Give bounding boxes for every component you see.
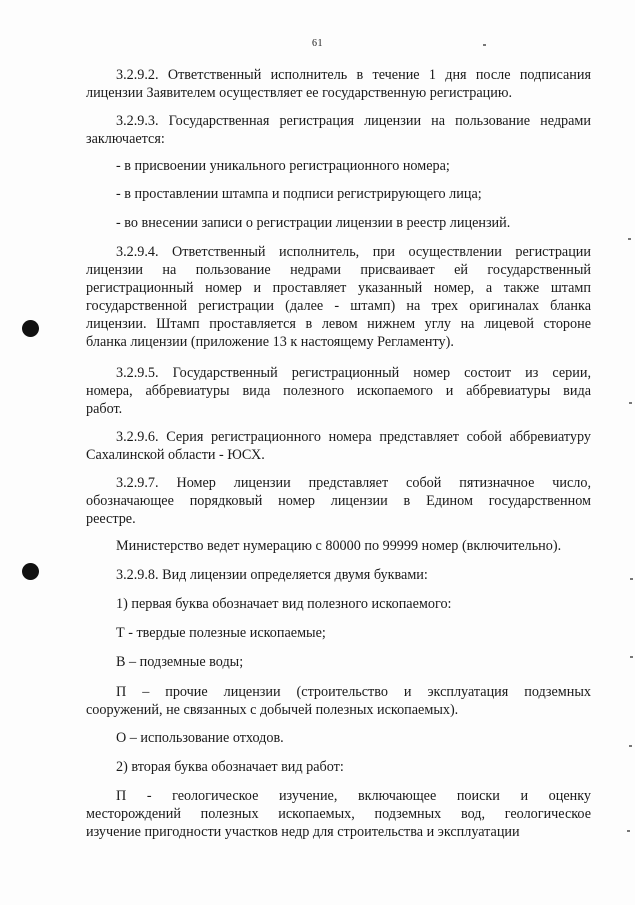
text-line: изучение пригодности участков недр для строительства и эксплуатации xyxy=(86,824,520,840)
text-line: - в присвоении уникального регистрационного номера; xyxy=(116,158,450,174)
text-line: 3.2.9.4. Ответственный исполнитель, при осуществлении регистрации xyxy=(116,244,591,260)
paragraph-second-letter xyxy=(86,758,591,776)
text-line: лицензии Заявителем осуществляет ее государственную регистрацию. xyxy=(86,85,512,101)
text-line: работ. xyxy=(86,401,123,417)
paragraph-3-2-9-5 xyxy=(86,364,591,418)
text-line: 3.2.9.5. Государственный регистрационный номер состоит из серии, xyxy=(116,365,591,381)
scan-speck xyxy=(630,578,633,580)
paragraph-p xyxy=(86,683,591,719)
text-line: сооружений, не связанных с добычей полезных ископаемых). xyxy=(86,702,459,718)
text-line: заключается: xyxy=(86,131,165,147)
text-line: Министерство ведет нумерацию с 80000 по 99999 номер (включительно). xyxy=(116,538,562,554)
text-line: П - геологическое изучение, включающее поиски и оценку xyxy=(116,788,591,804)
scan-speck xyxy=(629,745,632,747)
text-line: лицензии на пользование недрами присваивает ей государственный xyxy=(86,262,591,278)
scan-speck xyxy=(627,830,630,832)
paragraph-o xyxy=(86,729,591,747)
text-line: обозначающее порядковый номер лицензии в Едином государственном xyxy=(86,493,591,509)
paragraph-p2 xyxy=(86,787,591,841)
text-line: Сахалинской области - ЮСХ. xyxy=(86,447,265,463)
paragraph-v xyxy=(86,653,591,671)
text-line: 3.2.9.2. Ответственный исполнитель в течение 1 дня после подписания xyxy=(116,67,591,83)
punch-hole-lower xyxy=(22,563,39,580)
text-line: государственной регистрации (далее - штамп) на трех оригиналах бланка xyxy=(86,298,591,314)
text-line: 3.2.9.7. Номер лицензии представляет собой пятизначное число, xyxy=(116,475,591,491)
text-line: В – подземные воды; xyxy=(116,654,244,670)
scan-speck xyxy=(628,238,631,240)
text-line: номера, аббревиатуры вида полезного ископаемого и аббревиатуры вида xyxy=(86,383,591,399)
text-line: 3.2.9.3. Государственная регистрация лицензии на пользование недрами xyxy=(116,113,591,129)
list-item xyxy=(86,214,591,232)
paragraph-ministry xyxy=(86,537,591,555)
list-item xyxy=(86,157,591,175)
text-line: 2) вторая буква обозначает вид работ: xyxy=(116,759,344,775)
text-line: бланка лицензии (приложение 13 к настоящему Регламенту). xyxy=(86,334,454,350)
scan-speck xyxy=(629,402,632,404)
paragraph-3-2-9-6 xyxy=(86,428,591,464)
text-line: лицензии. Штамп проставляется в левом нижнем углу на лицевой стороне xyxy=(86,316,591,332)
paragraph-first-letter xyxy=(86,595,591,613)
paragraph-t xyxy=(86,624,591,642)
scan-speck xyxy=(630,656,633,658)
punch-hole-upper xyxy=(22,320,39,337)
scan-speck xyxy=(483,44,486,46)
text-line: 3.2.9.6. Серия регистрационного номера представляет собой аббревиатуру xyxy=(116,429,591,445)
paragraph-3-2-9-3 xyxy=(86,112,591,148)
text-line: П – прочие лицензии (строительство и эксплуатация подземных xyxy=(116,684,591,700)
text-line: реестре. xyxy=(86,511,136,527)
paragraph-3-2-9-7 xyxy=(86,474,591,528)
text-line: О – использование отходов. xyxy=(116,730,284,746)
text-line: - во внесении записи о регистрации лицензии в реестр лицензий. xyxy=(116,215,511,231)
text-line: - в проставлении штампа и подписи регистрирующего лица; xyxy=(116,186,482,202)
paragraph-3-2-9-2 xyxy=(86,66,591,102)
text-line: Т - твердые полезные ископаемые; xyxy=(116,625,326,641)
page-number: 61 xyxy=(312,38,323,49)
paragraph-3-2-9-8 xyxy=(86,566,591,584)
paragraph-3-2-9-4 xyxy=(86,243,591,351)
text-line: 3.2.9.8. Вид лицензии определяется двумя буквами: xyxy=(116,567,428,583)
text-line: регистрационный номер и проставляет указанный номер, а также штамп xyxy=(86,280,591,296)
text-line: 1) первая буква обозначает вид полезного ископаемого: xyxy=(116,596,452,612)
list-item xyxy=(86,185,591,203)
text-line: месторождений полезных ископаемых, подземных вод, геологическое xyxy=(86,806,591,822)
